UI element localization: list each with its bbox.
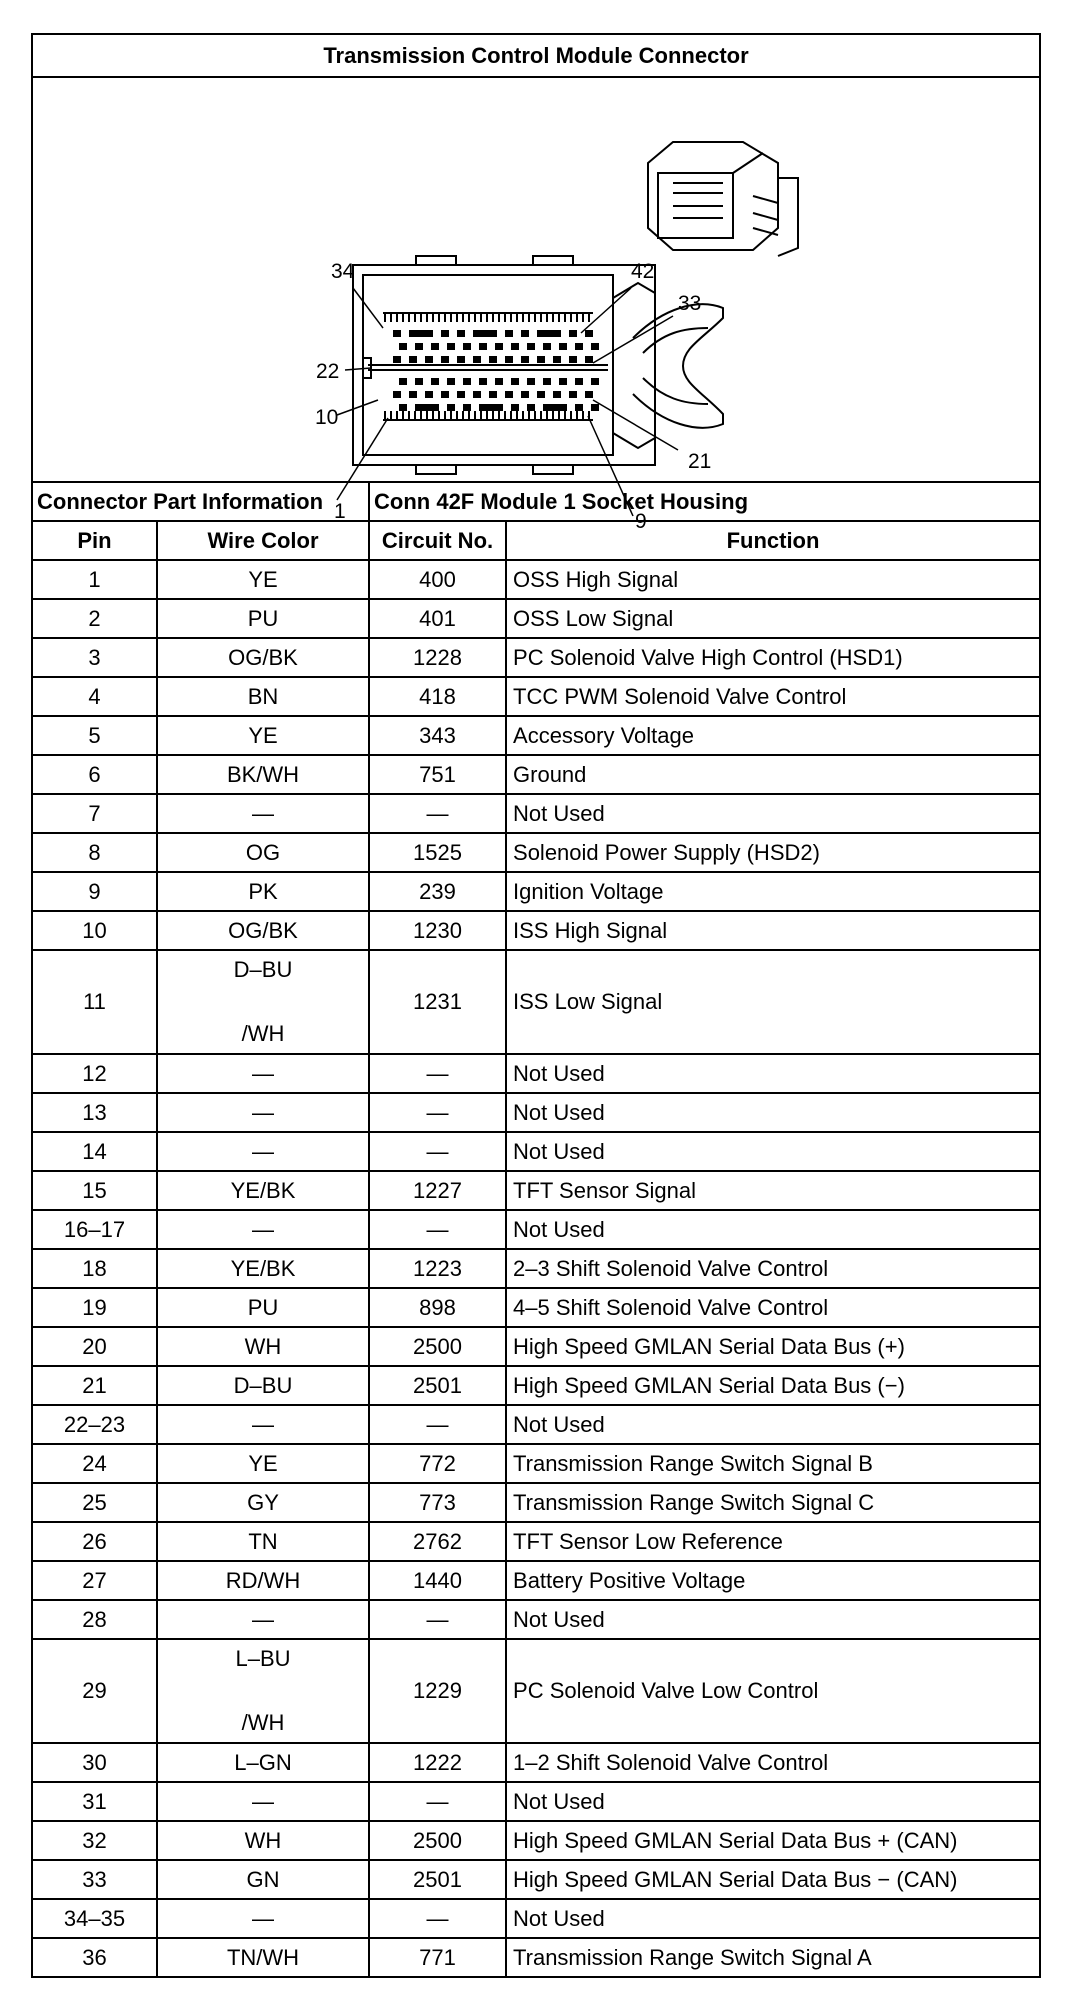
table-row [33,1366,1039,1405]
circuit-cell: 401 [369,599,506,638]
wire-color-cell: WH [157,1327,369,1366]
callout-pin-10: 10 [315,406,339,429]
table-row [33,755,1039,794]
table-row [33,1561,1039,1600]
terminal-cavity [479,378,487,385]
connector-face [353,256,723,474]
pin-cell: 19 [33,1288,157,1327]
table-row [33,1860,1039,1899]
circuit-cell: 2500 [369,1327,506,1366]
table-row [33,1288,1039,1327]
table-row [33,911,1039,950]
terminal-cavity [473,330,489,337]
pin-cell: 8 [33,833,157,872]
table-row [33,950,1039,1054]
circuit-cell: 773 [369,1483,506,1522]
terminal-cavity [521,391,529,398]
wire-color-cell: BK/WH [157,755,369,794]
function-cell: 2–3 Shift Solenoid Valve Control [506,1249,1039,1288]
table-row [33,1522,1039,1561]
function-cell: Not Used [506,1899,1039,1938]
terminal-comb [383,313,593,420]
function-cell: Transmission Range Switch Signal A [506,1938,1039,1976]
terminal-cavity [575,378,583,385]
circuit-cell: 1231 [369,950,506,1054]
circuit-cell: 1223 [369,1249,506,1288]
function-cell: TCC PWM Solenoid Valve Control [506,677,1039,716]
wire-color-cell: OG/BK [157,638,369,677]
terminal-cavity [569,391,577,398]
function-cell: Not Used [506,1132,1039,1171]
circuit-cell: 751 [369,755,506,794]
terminal-cavity [575,404,583,411]
table-row [33,1249,1039,1288]
wire-color-line: L–BU [235,1646,291,1671]
wire-color-cell: OG/BK [157,911,369,950]
terminal-teeth [385,313,589,420]
function-cell: Not Used [506,1210,1039,1249]
wire-color-cell: BN [157,677,369,716]
terminal-cavity [505,330,513,337]
wire-color-cell: YE/BK [157,1171,369,1210]
function-cell: Not Used [506,794,1039,833]
terminal-cavity [585,356,593,363]
terminal-cavity [489,330,497,337]
table-row [33,1483,1039,1522]
terminal-cavity [447,343,455,350]
wire-color-cell: TN/WH [157,1938,369,1976]
column-header-wire-color: Wire Color [157,521,369,560]
terminal-cavity [591,343,599,350]
pin-cell: 32 [33,1821,157,1860]
pin-rows [33,560,1039,1976]
terminal-cavity [489,356,497,363]
circuit-cell: 771 [369,1938,506,1976]
table-row [33,1782,1039,1821]
callout-pin-1: 1 [334,500,346,523]
terminal-cavity [489,391,497,398]
terminal-cavity [505,391,513,398]
terminal-cavity [425,356,433,363]
terminal-cavity [527,404,535,411]
column-header-function: Function [506,521,1039,560]
column-header-pin: Pin [33,521,157,560]
function-cell: Not Used [506,1600,1039,1639]
terminal-cavity [521,330,529,337]
wire-color-line: /WH [241,1021,285,1046]
terminal-cavity [553,330,561,337]
wire-color-cell: YE [157,560,369,599]
pin-cell: 2 [33,599,157,638]
wire-color-cell: — [157,1210,369,1249]
terminal-cavity [473,356,481,363]
terminal-cavity [473,391,481,398]
terminal-cavity [409,356,417,363]
function-cell: High Speed GMLAN Serial Data Bus (+) [506,1327,1039,1366]
circuit-cell: 1227 [369,1171,506,1210]
circuit-cell: — [369,794,506,833]
wire-color-cell: — [157,1054,369,1093]
function-cell: Ignition Voltage [506,872,1039,911]
callout-pin-42: 42 [631,260,655,283]
pin-cell: 24 [33,1444,157,1483]
function-cell: Solenoid Power Supply (HSD2) [506,833,1039,872]
terminal-cavity [569,330,577,337]
function-cell: OSS High Signal [506,560,1039,599]
wire-color-cell: GN [157,1860,369,1899]
terminal-cavity [393,330,401,337]
function-cell: Not Used [506,1782,1039,1821]
pin-cell: 27 [33,1561,157,1600]
terminal-cavity [479,404,495,411]
pin-cell: 28 [33,1600,157,1639]
table-row [33,1639,1039,1743]
wire-color-line: /WH [241,1710,285,1735]
terminal-cavity [511,404,519,411]
terminal-cavity [431,378,439,385]
terminal-cavity [591,404,599,411]
terminal-cavity [553,391,561,398]
column-header-circuit: Circuit No. [369,521,506,560]
terminal-cavity [585,330,593,337]
wire-color-cell: GY [157,1483,369,1522]
table-row [33,1938,1039,1976]
wire-color-cell: WH [157,1821,369,1860]
wire-color-cell: — [157,1405,369,1444]
sheet-title: Transmission Control Module Connector [33,35,1039,78]
circuit-cell: 1222 [369,1743,506,1782]
circuit-cell: 400 [369,560,506,599]
terminal-cavity [479,343,487,350]
terminal-cavity [543,343,551,350]
circuit-cell: — [369,1210,506,1249]
wire-color-cell: PU [157,599,369,638]
terminal-cavity [511,343,519,350]
table-row [33,1899,1039,1938]
pin-cell: 30 [33,1743,157,1782]
pin-cell: 34–35 [33,1899,157,1938]
terminal-cavity [409,330,425,337]
terminal-cavity [409,391,417,398]
terminal-cavity [495,404,503,411]
terminal-cavity [457,356,465,363]
pin-cell: 31 [33,1782,157,1821]
pin-cell: 6 [33,755,157,794]
terminal-cavity [521,356,529,363]
function-cell: Not Used [506,1054,1039,1093]
function-cell: Battery Positive Voltage [506,1561,1039,1600]
terminal-cavity [457,330,465,337]
wire-color-line: D–BU [233,957,293,982]
pin-cell: 25 [33,1483,157,1522]
terminal-cavity [537,391,545,398]
table-row [33,1327,1039,1366]
terminal-cavity [399,378,407,385]
circuit-cell: — [369,1054,506,1093]
wire-color-cell: PU [157,1288,369,1327]
table-row [33,677,1039,716]
table-row [33,794,1039,833]
table-row [33,833,1039,872]
table-row [33,1210,1039,1249]
table-row [33,1600,1039,1639]
table-row [33,1093,1039,1132]
table-row [33,1821,1039,1860]
circuit-cell: 1525 [369,833,506,872]
circuit-cell: 2500 [369,1821,506,1860]
wire-color-cell: — [157,1093,369,1132]
wire-color-cell: — [157,794,369,833]
function-cell: Accessory Voltage [506,716,1039,755]
table-row [33,716,1039,755]
circuit-cell: 418 [369,677,506,716]
pin-cell: 10 [33,911,157,950]
function-cell: Not Used [506,1093,1039,1132]
pin-cell: 36 [33,1938,157,1976]
pin-cell: 12 [33,1054,157,1093]
function-cell: Ground [506,755,1039,794]
wire-color-cell: RD/WH [157,1561,369,1600]
pin-cell: 7 [33,794,157,833]
terminal-cavity [431,404,439,411]
table-row [33,1132,1039,1171]
circuit-cell: 2762 [369,1522,506,1561]
terminal-cavity [569,356,577,363]
part-info-value: Conn 42F Module 1 Socket Housing [369,483,1039,521]
callout-pin-9: 9 [635,510,647,533]
callout-pin-33: 33 [678,292,702,315]
wire-color-cell: TN [157,1522,369,1561]
wire-color-cell: — [157,1782,369,1821]
wire-color-cell: YE [157,716,369,755]
terminal-cavity [441,330,449,337]
table-row [33,1054,1039,1093]
wire-color-cell: PK [157,872,369,911]
callout-pin-34: 34 [331,260,355,283]
wire-color-cell [157,1639,369,1743]
wire-color-cell: YE [157,1444,369,1483]
circuit-cell: 1230 [369,911,506,950]
terminal-cavity [553,356,561,363]
terminal-cavity [415,404,431,411]
function-cell: Transmission Range Switch Signal B [506,1444,1039,1483]
terminal-cavity [559,404,567,411]
pin-cell: 5 [33,716,157,755]
callout-pin-22: 22 [316,360,340,383]
circuit-cell: 1440 [369,1561,506,1600]
circuit-cell: 898 [369,1288,506,1327]
function-cell: PC Solenoid Valve Low Control [506,1639,1039,1743]
function-cell: 4–5 Shift Solenoid Valve Control [506,1288,1039,1327]
function-cell: ISS High Signal [506,911,1039,950]
pin-cell: 15 [33,1171,157,1210]
pin-cell: 11 [33,950,157,1054]
pinout-table [33,483,1039,1976]
wire-color-cell: OG [157,833,369,872]
connector-iso-view [648,142,798,256]
circuit-cell: 772 [369,1444,506,1483]
pin-cell: 21 [33,1366,157,1405]
terminal-cavity [527,343,535,350]
terminal-cavity [505,356,513,363]
circuit-cell: — [369,1782,506,1821]
terminal-cavity [511,378,519,385]
function-cell: High Speed GMLAN Serial Data Bus − (CAN) [506,1860,1039,1899]
circuit-cell: 2501 [369,1860,506,1899]
callout-leaders [337,288,678,516]
function-cell: Not Used [506,1405,1039,1444]
terminal-cavity [393,391,401,398]
function-cell: High Speed GMLAN Serial Data Bus (−) [506,1366,1039,1405]
table-row [33,599,1039,638]
terminal-cavity [559,343,567,350]
function-cell: TFT Sensor Low Reference [506,1522,1039,1561]
wire-color-cell: YE/BK [157,1249,369,1288]
terminal-cavity [495,378,503,385]
table-row [33,872,1039,911]
function-cell: Transmission Range Switch Signal C [506,1483,1039,1522]
wire-color-cell: — [157,1132,369,1171]
pin-cell: 20 [33,1327,157,1366]
part-info-label: Connector Part Information [33,483,369,521]
terminal-cavity [425,330,433,337]
circuit-cell: — [369,1899,506,1938]
terminal-cavity [425,391,433,398]
circuit-cell: 239 [369,872,506,911]
terminal-cavity [543,404,559,411]
pin-cell: 9 [33,872,157,911]
function-cell: PC Solenoid Valve High Control (HSD1) [506,638,1039,677]
wire-color-cell: L–GN [157,1743,369,1782]
terminal-cavity [575,343,583,350]
circuit-cell: — [369,1405,506,1444]
terminal-cavity [415,343,423,350]
terminal-cavity [463,404,471,411]
pin-cell: 26 [33,1522,157,1561]
terminal-cavity [591,378,599,385]
circuit-cell: 2501 [369,1366,506,1405]
terminal-cavity [463,343,471,350]
table-row [33,1743,1039,1782]
circuit-cell: — [369,1093,506,1132]
column-header-row [33,521,1039,560]
terminal-cavity [399,404,407,411]
pin-cell: 13 [33,1093,157,1132]
function-cell: High Speed GMLAN Serial Data Bus + (CAN) [506,1821,1039,1860]
table-row [33,1405,1039,1444]
terminal-cavity [441,391,449,398]
pin-cell: 33 [33,1860,157,1899]
terminal-cavity [415,378,423,385]
terminal-cavity [457,391,465,398]
pin-cell: 4 [33,677,157,716]
circuit-cell: — [369,1600,506,1639]
pin-cell: 22–23 [33,1405,157,1444]
terminal-cavity [431,343,439,350]
terminal-cavity [399,343,407,350]
terminal-cavity [559,378,567,385]
terminal-cavity [543,378,551,385]
terminal-cavity [463,378,471,385]
circuit-cell: — [369,1132,506,1171]
circuit-cell: 1228 [369,638,506,677]
terminal-cavity [447,378,455,385]
function-cell: OSS Low Signal [506,599,1039,638]
pin-cell: 16–17 [33,1210,157,1249]
table-row [33,560,1039,599]
terminal-cavity [537,356,545,363]
table-row [33,638,1039,677]
terminal-cavity [447,404,455,411]
terminal-cavity [527,378,535,385]
function-cell: 1–2 Shift Solenoid Valve Control [506,1743,1039,1782]
terminal-cavity [441,356,449,363]
connector-sheet [31,33,1041,1978]
wire-color-cell [157,950,369,1054]
terminal-cavity [585,391,593,398]
terminal-cavity [393,356,401,363]
function-cell: ISS Low Signal [506,950,1039,1054]
wire-color-cell: — [157,1600,369,1639]
table-row [33,1444,1039,1483]
function-cell: TFT Sensor Signal [506,1171,1039,1210]
circuit-cell: 1229 [369,1639,506,1743]
part-info-row [33,483,1039,521]
wire-color-cell: D–BU [157,1366,369,1405]
terminal-cavity [537,330,553,337]
pin-cell: 29 [33,1639,157,1743]
wire-color-cell: — [157,1899,369,1938]
table-row [33,1171,1039,1210]
terminal-cavity [495,343,503,350]
callout-pin-21: 21 [688,450,712,473]
pin-cell: 14 [33,1132,157,1171]
circuit-cell: 343 [369,716,506,755]
pin-cell: 3 [33,638,157,677]
pin-cell: 1 [33,560,157,599]
pin-cell: 18 [33,1249,157,1288]
